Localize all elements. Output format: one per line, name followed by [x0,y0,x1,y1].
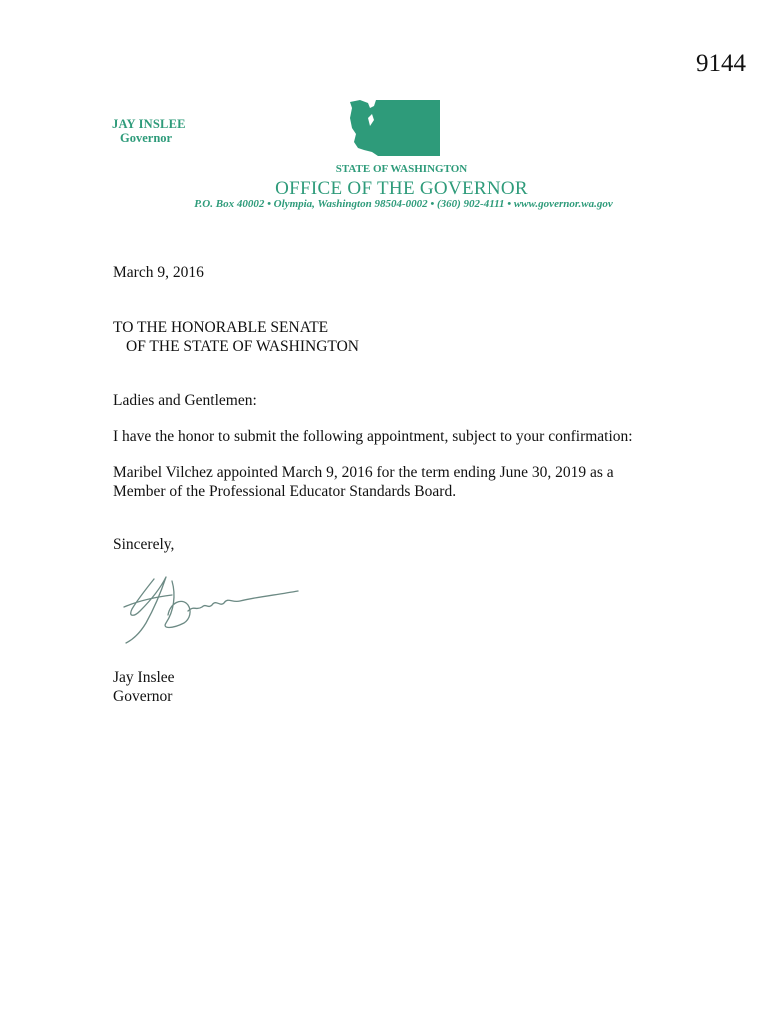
intro-paragraph: I have the honor to submit the following appointment, subject to your confirmation: [113,428,633,445]
handwritten-signature [116,567,300,645]
letter-date: March 9, 2016 [113,264,204,281]
salutation: Ladies and Gentlemen: [113,392,257,409]
appointment-line-2: Member of the Professional Educator Standards Board. [113,483,457,500]
letterhead-governor-name: JAY INSLEE [112,117,186,131]
letterhead-office: OFFICE OF THE GOVERNOR [275,178,528,199]
signer-title: Governor [113,688,173,705]
recipient-line-1: TO THE HONORABLE SENATE [113,319,329,336]
appointment-line-1: Maribel Vilchez appointed March 9, 2016 for the term ending June 30, 2019 as a [113,464,614,481]
recipient-line-2: OF THE STATE OF WASHINGTON [126,338,359,355]
closing: Sincerely, [113,536,175,553]
letterhead-state: STATE OF WASHINGTON [335,163,468,175]
washington-state-map-icon [348,96,442,158]
letterhead-address: P.O. Box 40002 • Olympia, Washington 98504-0002 • (360) 902-4111 • www.governor.wa.gov [194,198,613,210]
signer-name: Jay Inslee [113,669,175,686]
page-number: 9144 [696,50,746,77]
letterhead-governor-title: Governor [120,131,173,145]
